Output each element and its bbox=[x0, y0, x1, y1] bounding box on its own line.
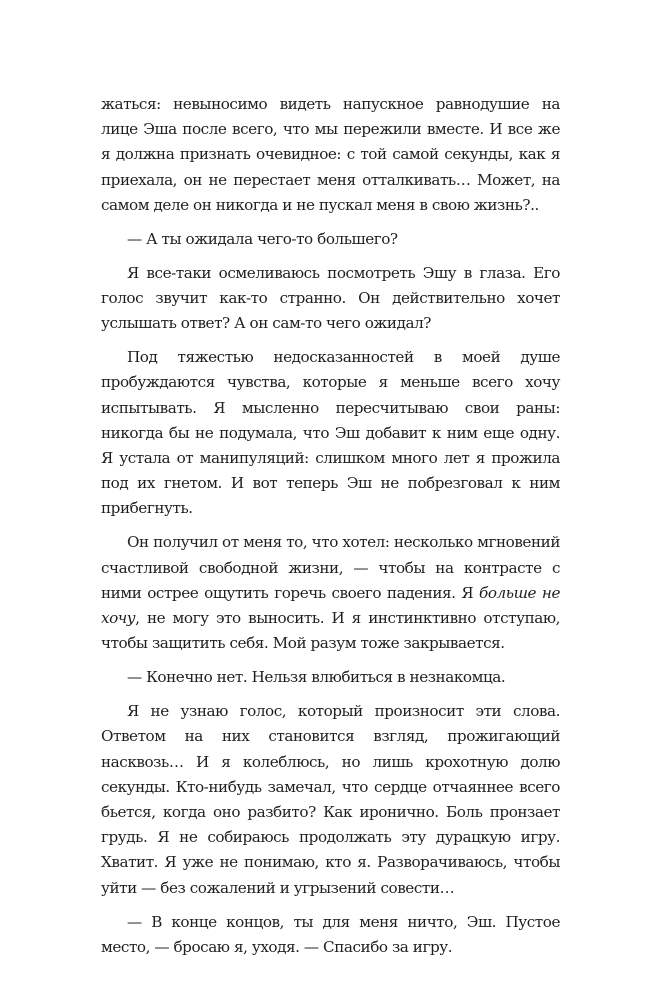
text-run: Он получил от меня то, что хотел: несколько мгновений счастливой свободной жизни, — чтобы на контрасте с ними острее ощутить горечь своего падения. Я bbox=[101, 533, 560, 602]
text-run: — А ты ожидала чего-то большего? bbox=[127, 229, 398, 248]
paragraph-3 bbox=[101, 261, 560, 337]
paragraph-2-dialogue bbox=[101, 227, 560, 252]
paragraph-1 bbox=[101, 92, 560, 218]
text-run: Под тяжестью недосказанностей в моей душе пробуждаются чувства, которые я меньше всего хочу испытывать. Я мысленно пересчитываю свои раны: никогда бы не подумала, что Эш добавит к ним еще одну. Я устала от манипуляций: слишком много лет я прожила под их гнетом. И вот теперь Эш не побрезговал к ним прибегнуть. bbox=[101, 348, 560, 518]
paragraph-5 bbox=[101, 530, 560, 656]
text-run: — В конце концов, ты для меня ничто, Эш. Пустое место, — бросаю я, уходя. — Спасибо за игру. bbox=[101, 912, 560, 956]
text-run: Я все-таки осмеливаюсь посмотреть Эшу в глаза. Его голос звучит как-то странно. Он действительно хочет услышать ответ? А он сам-то чего ожидал? bbox=[101, 263, 560, 333]
text-run: , не могу это выносить. И я инстинктивно отступаю, чтобы защитить себя. Мой разум тоже закрывается. bbox=[101, 609, 560, 653]
text-run: жаться: невыносимо видеть напускное равнодушие на лице Эша после всего, что мы пережили вместе. И все же я должна признать очевидное: с той самой секунды, как я приехала, он не перестает меня отталкивать… Может, на самом деле он никогда и не пускал меня в свою жизнь?.. bbox=[101, 95, 560, 214]
paragraph-4 bbox=[101, 345, 560, 521]
italic-text-run: больше не хочу bbox=[101, 583, 561, 628]
paragraph-7 bbox=[101, 699, 560, 901]
text-run: — Конечно нет. Нельзя влюбиться в незнакомца. bbox=[127, 668, 506, 687]
paragraph-6-dialogue bbox=[101, 665, 560, 690]
text-run: Я не узнаю голос, который произносит эти слова. Ответом на них становится взгляд, прожигающий насквозь… И я колеблюсь, но лишь крохотную долю секунды. Кто-нибудь замечал, что сердце отчаяннее всего бьется, когда оно разбито? Как иронично. Боль пронзает грудь. Я не собираюсь продолжать эту дурацкую игру. Хватит. Я уже не понимаю, кто я. Разворачиваюсь, чтобы уйти — без сожалений и угрызений совести… bbox=[101, 702, 560, 897]
book-page-text bbox=[101, 92, 560, 969]
paragraph-8-dialogue bbox=[101, 910, 560, 960]
